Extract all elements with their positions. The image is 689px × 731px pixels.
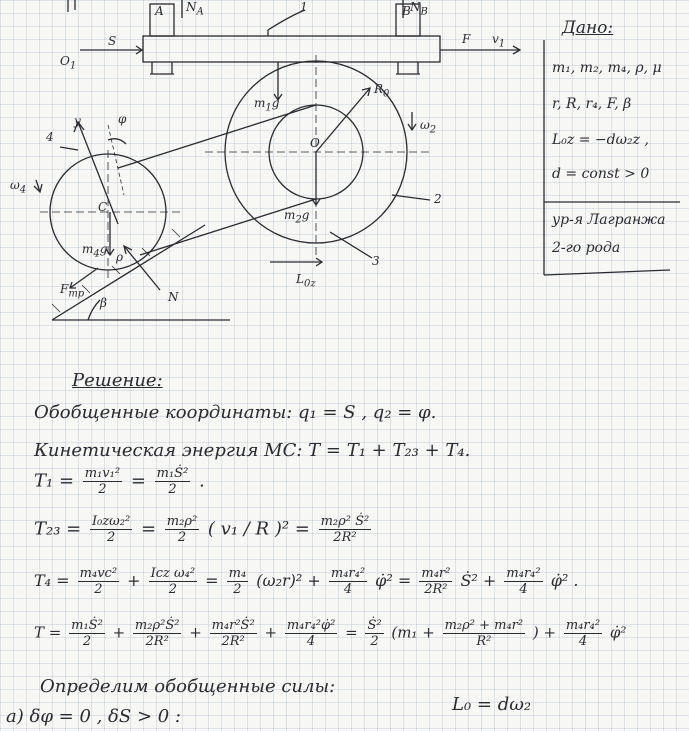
eq-t1: T₁ = $\frac{\text{m₁v₁²}}{2}$ = $\frac{\text{m₁Ṡ²}}{2}$ .	[34, 466, 205, 497]
label-disk-2: 2	[434, 192, 442, 206]
label-disk-3: 3	[372, 254, 380, 268]
label-y: y	[74, 114, 81, 128]
label-c: C	[98, 200, 108, 214]
solution-line-a: а) δφ = 0 , δS > 0 :	[6, 706, 181, 727]
label-s: S	[108, 34, 117, 48]
label-bar-1: 1	[300, 0, 308, 14]
label-beta: β	[100, 296, 107, 310]
label-ftr: $F_{тр}$	[60, 282, 85, 300]
eq-t4: T₄ = $\frac{\text{m₄vc²}}{2}$ + $\frac{\text{Icz ω₄²}}{2}$ = $\frac{\text{m₄}}{2}$ (ω₂r)² + $\frac{\text{m₄r₄²}}{4}$ φ̇² = $\frac{\text{m₄r²}}{\text{2R²}}$ Ṡ² + $\frac{\text{m₄r₄²}}{4}$ φ̇² .	[34, 566, 579, 597]
label-v1: $v_1$	[492, 32, 506, 50]
eq-t-total: T = $\frac{\text{m₁Ṡ²}}{2}$ + $\frac{\text{m₂ρ²Ṡ²}}{\text{2R²}}$ + $\frac{\text{m₄r²Ṡ²}}{\text{2R²}}$ + $\frac{\text{m₄r₄²φ̇²}}{4}$ = $\frac{\text{Ṡ²}}{2}$ (m₁ + $\frac{\text{m₂ρ² + m₄r²}}{\text{R²}}$ ) + $\frac{\text{m₄r₄²}}{4}$ φ̇²	[34, 618, 627, 649]
label-f: F	[462, 32, 471, 46]
given-line: r, R, r₄, F, β	[552, 96, 632, 112]
label-rho: ρ	[116, 250, 124, 264]
label-m1g: $m_1g$	[254, 96, 280, 114]
given-line: d = const > 0	[552, 166, 650, 182]
task-line: ур-я Лагранжа	[552, 212, 666, 228]
label-omega2: $\omega_2$	[420, 118, 437, 136]
label-n: N	[168, 290, 179, 304]
label-na: $N_A$	[186, 0, 204, 18]
given-line: L₀z = −dω₂z ,	[552, 132, 649, 148]
label-nb: $N_B$	[410, 0, 428, 18]
label-l0z: $L_{0z}$	[296, 272, 316, 290]
solution-l0: L₀ = dω₂	[452, 694, 532, 715]
label-o: O	[310, 136, 320, 150]
label-omega4: $\omega_4$	[10, 178, 27, 196]
label-a: A	[155, 4, 164, 18]
label-r0: $R_0$	[374, 82, 390, 100]
solution-line-coords: Обобщенные координаты: q₁ = S , q₂ = φ.	[34, 402, 437, 423]
bar-1	[143, 36, 440, 62]
label-m4g: $m_4g$	[82, 242, 108, 260]
label-phi: φ	[118, 112, 127, 126]
given-line: m₁, m₂, m₄, ρ, μ	[552, 60, 662, 76]
label-cylinder-4: 4	[46, 130, 54, 144]
solution-line-forces: Определим обобщенные силы:	[40, 676, 336, 697]
label-b: B	[402, 4, 411, 18]
task-line: 2-го рода	[552, 240, 621, 256]
solution-heading: Решение:	[72, 370, 163, 391]
eq-t23: T₂₃ = $\frac{\text{I₀zω₂²}}{2}$ = $\frac{\text{m₂ρ²}}{2}$ ( v₁ / R )² = $\frac{\text{m₂ρ² Ṡ²}}{\text{2R²}}$	[34, 514, 370, 545]
label-origin: $O_1$	[60, 54, 77, 72]
incline	[52, 225, 205, 320]
label-m2g: $m_2g$	[284, 208, 310, 226]
given-title: Дано:	[562, 18, 614, 38]
solution-line-energy: Кинетическая энергия МС: T = T₁ + T₂₃ + T₄.	[34, 440, 471, 461]
